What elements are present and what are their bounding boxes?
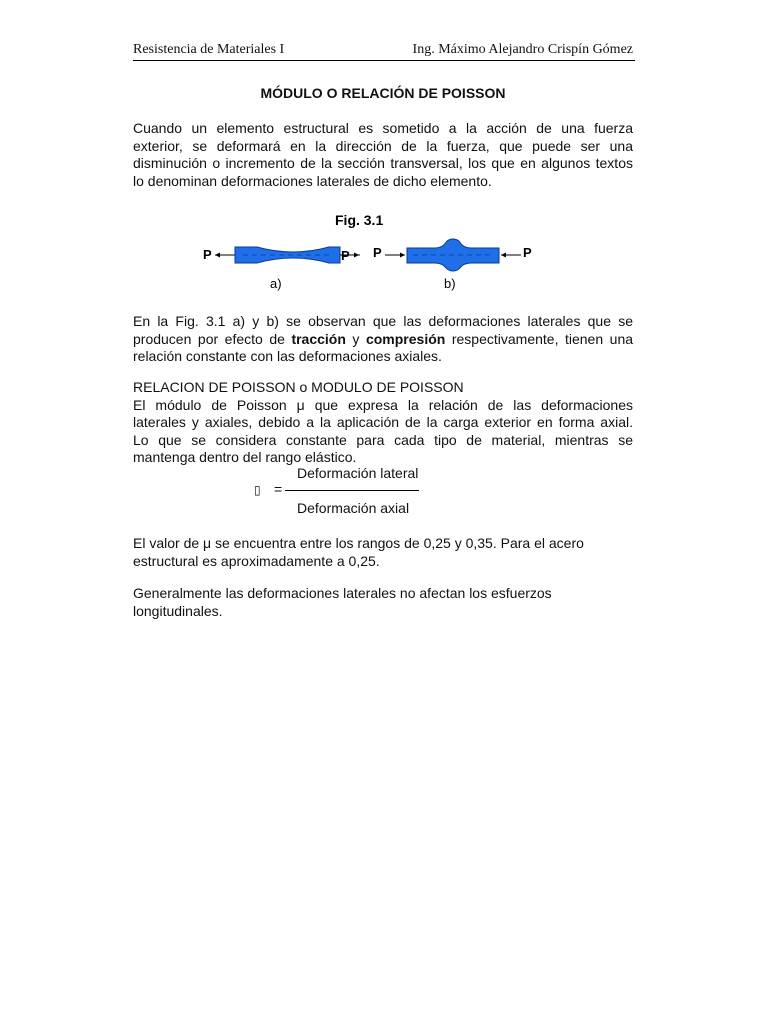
poisson-formula xyxy=(250,462,450,522)
page-title: MÓDULO O RELACIÓN DE POISSON xyxy=(260,85,506,101)
closing-paragraph xyxy=(133,585,633,620)
value-paragraph xyxy=(133,535,633,570)
text-line: mantenga dentro del rango elástico. xyxy=(133,449,357,465)
figure-label-b: b) xyxy=(444,276,456,291)
arrowhead xyxy=(501,253,506,258)
formula-numerator: Deformación lateral xyxy=(297,465,419,481)
text-line: disminución o incremento de la sección transversal, los que en algunos textos xyxy=(133,155,633,171)
text-line: lo denominan deformaciones laterales de dicho elemento. xyxy=(133,172,492,189)
page-header xyxy=(133,42,635,61)
text-line: El valor de μ se encuentra entre los rangos de 0,25 y 0,35. Para el acero xyxy=(133,535,584,551)
formula-equals: = xyxy=(274,481,283,497)
force-label: P xyxy=(203,247,212,262)
section-heading: RELACION DE POISSON o MODULO DE POISSON xyxy=(133,379,464,395)
text-run: producen por efecto de xyxy=(133,330,292,347)
text-run: y xyxy=(345,330,366,347)
text-line xyxy=(133,331,633,349)
arrowhead xyxy=(354,253,359,258)
text-line: exterior, se deformará en la dirección de la fuerza, que puede ser una xyxy=(133,137,633,154)
figure-3-1 xyxy=(195,205,545,295)
poisson-section xyxy=(133,379,633,467)
text-line: Lo que se considera constante para cada tipo de material, mientras se xyxy=(133,431,633,448)
force-label: P xyxy=(341,248,350,263)
arrowhead xyxy=(215,253,220,258)
figure-caption: Fig. 3.1 xyxy=(335,212,384,228)
header-author: Ing. Máximo Alejandro Crispín Gómez xyxy=(412,42,633,57)
keyword-compresion: compresión xyxy=(365,330,446,347)
arrowhead xyxy=(400,253,405,258)
keyword-traccion: tracción xyxy=(291,330,346,347)
formula-denominator: Deformación axial xyxy=(297,500,410,516)
force-label: P xyxy=(523,245,532,260)
observation-paragraph xyxy=(133,313,633,366)
text-run: respectivamente, tienen una xyxy=(445,330,634,347)
intro-paragraph xyxy=(133,120,633,190)
text-line: El módulo de Poisson μ que expresa la relación de las deformaciones xyxy=(133,396,633,413)
formula-symbol: ▯ xyxy=(254,483,261,497)
fraction-bar xyxy=(285,490,419,491)
text-line: Generalmente las deformaciones laterales no afectan los esfuerzos xyxy=(133,585,552,601)
text-line: Cuando un elemento estructural es sometido a la acción de una fuerza xyxy=(133,120,633,136)
header-course: Resistencia de Materiales I xyxy=(133,42,285,57)
force-label: P xyxy=(373,245,382,260)
text-line: En la Fig. 3.1 a) y b) se observan que las deformaciones laterales que se xyxy=(133,313,633,329)
figure-label-a: a) xyxy=(270,276,282,291)
text-line: laterales y axiales, debido a la aplicación de la carga exterior en forma axial. xyxy=(133,414,633,430)
text-line: estructural es aproximadamente a 0,25. xyxy=(133,552,380,569)
text-line: longitudinales. xyxy=(133,602,223,619)
text-line: relación constante con las deformaciones axiales. xyxy=(133,348,442,364)
